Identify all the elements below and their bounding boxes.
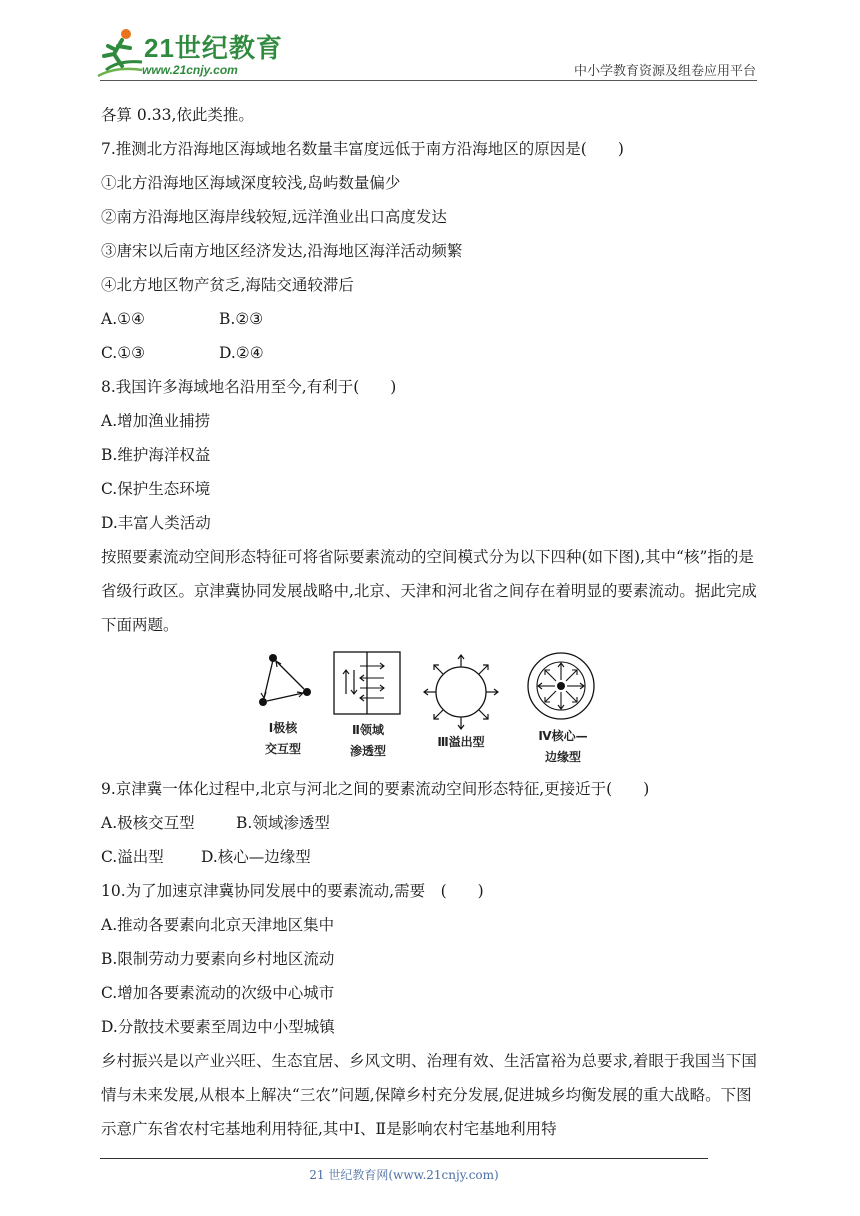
q8-option-a: A.增加渔业捕捞 [101,412,211,430]
q7-options-row-1 [101,302,766,336]
q7-statement-2: ②南方沿海地区海岸线较短,远洋渔业出口高度发达 [101,208,447,226]
question-10: 10.为了加速京津冀协同发展中的要素流动,需要 ( ) [101,882,484,900]
pattern-1 [251,650,315,760]
flow-patterns-figure [101,650,766,772]
q7-statement-3: ③唐宋以后南方地区经济发达,沿海地区海洋活动频繁 [101,242,463,260]
q7-option-a: A.①④ [101,310,145,328]
document-body [101,98,766,1146]
q10-option-b: B.限制劳动力要素向乡村地区流动 [101,950,335,968]
pattern-2-label-2: 渗透型 [349,744,386,758]
site-logo[interactable] [92,26,283,84]
question-9: 9.京津冀一体化过程中,北京与河北之间的要素流动空间形态特征,更接近于( ) [101,780,650,798]
pole-interaction-diagram-icon [251,650,315,718]
text-line: 各算 0.33,依此类推。 [101,106,254,124]
q7-option-b: B.②③ [219,310,264,328]
pattern-1-label-2: 交互型 [264,742,301,756]
pattern-4 [525,650,601,768]
footer-text[interactable]: 21 世纪教育网(www.21cnjy.com) [309,1168,499,1182]
material-intro-2: 乡村振兴是以产业兴旺、生态宜居、乡风文明、治理有效、生活富裕为总要求,着眼于我国当下国情与未来发展,从根本上解决“三农”问题,保障乡村充分发展,促进城乡均衡发展的重大战略。下图示意广东省农村宅基地利用特征,其中Ⅰ、Ⅱ是影响农村宅基地利用特 [101,1052,757,1138]
question-7: 7.推测北方沿海地区海域地名数量丰富度远低于南方沿海地区的原因是( ) [101,140,624,158]
q7-statement-4: ④北方地区物产贫乏,海陆交通较滞后 [101,276,354,294]
pattern-2-label: Ⅱ领域 [352,723,384,737]
core-periphery-diagram-icon [525,650,601,726]
footer-divider [100,1158,708,1159]
q10-option-a: A.推动各要素向北京天津地区集中 [101,916,335,934]
q10-option-c: C.增加各要素流动的次级中心城市 [101,984,335,1002]
q7-option-d: D.②④ [219,344,264,362]
pattern-4-label: Ⅳ核心— [538,729,588,743]
domain-permeation-diagram-icon [332,650,404,720]
q7-options-row-2 [101,336,766,370]
pattern-4-label-2: 边缘型 [544,750,581,764]
q9-options-row-1 [101,806,766,840]
q9-options-row-2 [101,840,766,874]
spillover-diagram-icon [419,650,503,734]
pattern-3 [419,650,503,753]
pattern-1-label: Ⅰ极核 [268,721,298,735]
logo-url: www.21cnjy.com [142,63,238,77]
pattern-3-label: Ⅲ溢出型 [437,735,485,749]
q9-option-b: B.领域渗透型 [236,814,330,832]
q9-option-d: D.核心—边缘型 [201,848,311,866]
q10-option-d: D.分散技术要素至周边中小型城镇 [101,1018,335,1036]
pattern-2 [332,650,404,762]
q8-option-c: C.保护生态环境 [101,480,211,498]
q9-option-a: A.极核交互型 [101,814,195,832]
platform-name: 中小学教育资源及组卷应用平台 [573,64,756,79]
q7-option-c: C.①③ [101,344,146,362]
runner-logo-icon [92,26,144,82]
question-8: 8.我国许多海域地名沿用至今,有利于( ) [101,378,397,396]
q7-statement-1: ①北方沿海地区海域深度较浅,岛屿数量偏少 [101,174,401,192]
page-header [0,0,860,90]
header-divider [100,80,757,81]
q8-option-b: B.维护海洋权益 [101,446,211,464]
logo-title: 21世纪教育 [144,33,283,63]
material-intro-1: 按照要素流动空间形态特征可将省际要素流动的空间模式分为以下四种(如下图),其中“核”指的是省级行政区。京津冀协同发展战略中,北京、天津和河北省之间存在着明显的要素流动。据此完成下面两题。 [101,548,757,634]
q9-option-c: C.溢出型 [101,848,164,866]
q8-option-d: D.丰富人类活动 [101,514,211,532]
